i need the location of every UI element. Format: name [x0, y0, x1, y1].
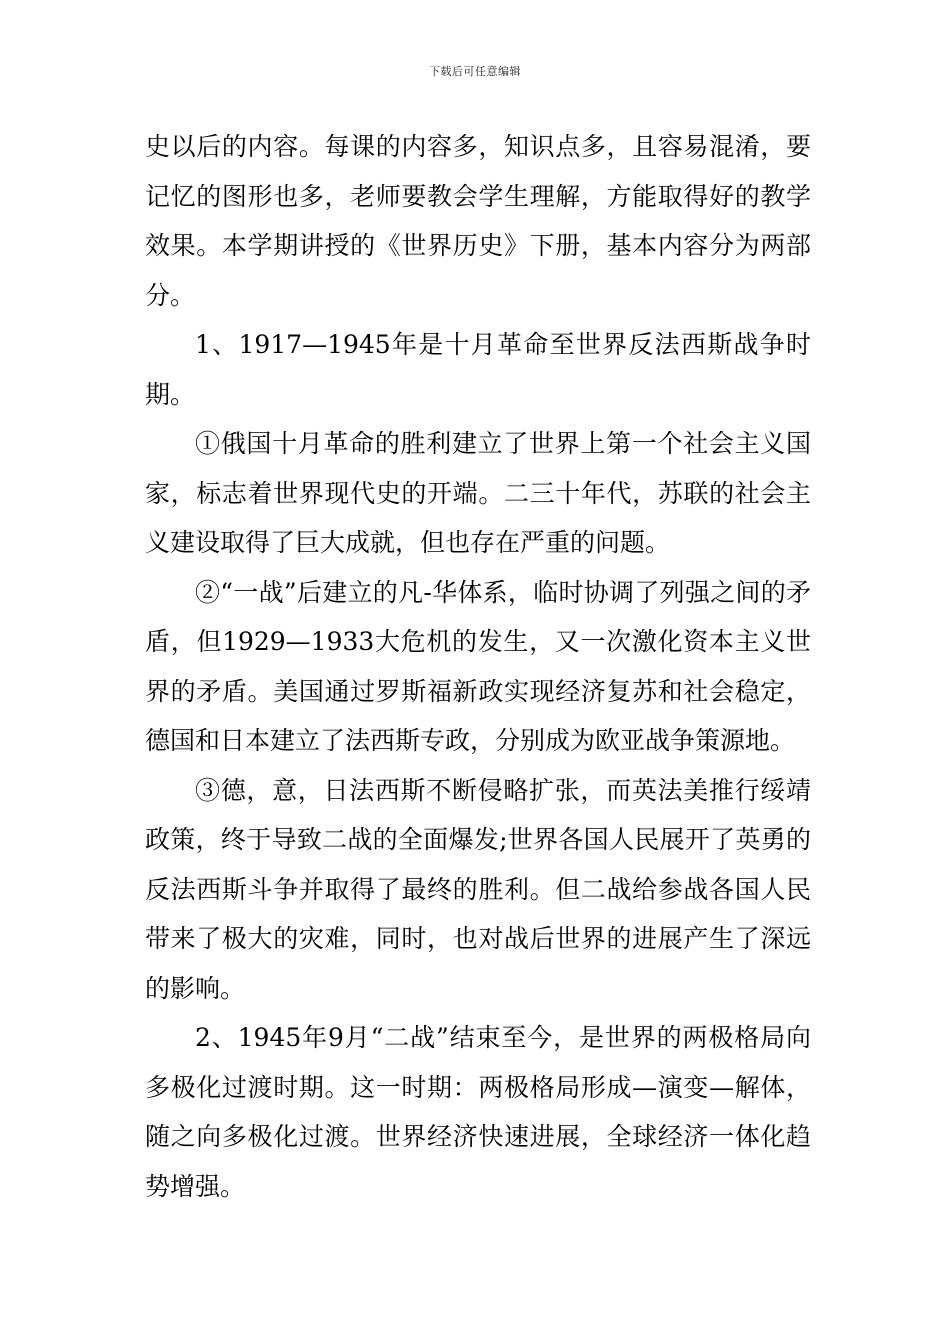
paragraph-point-1: ①俄国十月革命的胜利建立了世界上第一个社会主义国家，标志着世界现代史的开端。二三十年代，苏联的社会主义建设取得了巨大成就，但也存在严重的问题。 [145, 429, 811, 557]
document-body [145, 122, 811, 1211]
paragraph-point-3: ③德，意，日法西斯不断侵略扩张，而英法美推行绥靖政策，终于导致二战的全面爆发;世界各国人民展开了英勇的反法西斯斗争并取得了最终的胜利。但二战给参战各国人民带来了极大的灾难，同时，也对战后世界的进展产生了深远的影响。 [145, 775, 811, 1003]
paragraph-point-2: ②“一战”后建立的凡-华体系，临时协调了列强之间的矛盾，但1929—1933大危机的发生，又一次激化资本主义世界的矛盾。美国通过罗斯福新政实现经济复苏和社会稳定，德国和日本建立了法西斯专政，分别成为欧亚战争策源地。 [145, 577, 811, 755]
paragraph-continuation: 史以后的内容。每课的内容多，知识点多，且容易混淆，要记忆的图形也多，老师要教会学生理解，方能取得好的教学效果。本学期讲授的《世界历史》下册，基本内容分为两部分。 [145, 132, 811, 310]
paragraph-section-2: 2、1945年9月“二战”结束至今，是世界的两极格局向多极化过渡时期。这一时期：两极格局形成—演变—解体，随之向多极化过渡。世界经济快速进展，全球经济一体化趋势增强。 [145, 1023, 811, 1201]
page-header-note: 下载后可任意编辑 [429, 65, 521, 78]
paragraph-section-1-heading: 1、1917—1945年是十月革命至世界反法西斯战争时期。 [145, 330, 811, 409]
